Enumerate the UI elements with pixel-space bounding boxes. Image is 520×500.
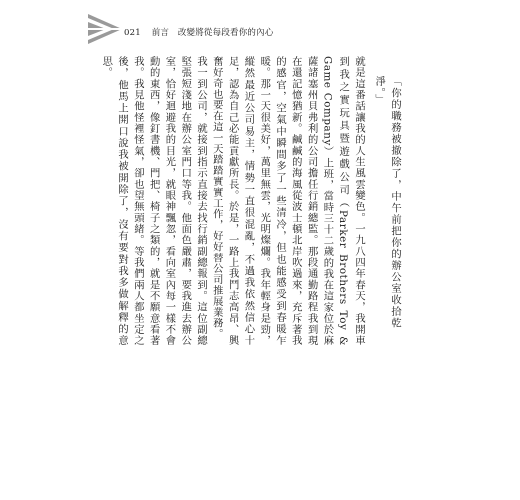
- chapter-logo-icon: [88, 12, 122, 46]
- quote-line: 「你的職務被撤除了，中午前把你的辦公室收拾乾淨。」: [373, 76, 401, 329]
- page-number: 021: [124, 28, 141, 38]
- body-text: [97, 56, 366, 346]
- paragraph: 我一到公司，就接到指示直接去找行銷副總報到。這位副總堅張短淺地在辦公室門口等我。他面色嚴肅，要我進去辦公室，恰好迴避我的目光，就眼神飄忽，看向室內每一樣不會動的東西，像釘書機、門把、椅子之類的，就是不願意看著我。我見他怪裡怪氣，卻也望無頭緒。等我們兩人都坐定之後，他馬上開口說我被開除了，沒有要對我多做解釋的意思。: [100, 56, 208, 346]
- chapter-title: 前言 改變將從每段看你的內心: [151, 28, 274, 38]
- running-header: [124, 26, 274, 38]
- opening-quote: [370, 76, 402, 336]
- paragraph: 就是這番話讓我的人生風雲變色。一九八四年春天，我開車到我之實玩具暨遊戲公司（Parker Brothers Toy & Game Company）上班，當時三十二歲的我在這家位於麻薩諸塞州貝弗利的公司擔任行銷總監。那段通勤路程我到現在還記憶猶新。鹹鹹的海風從波士頓北岸吹過來，充斥著我的感官，空氣中瞬間多了一些清冷，但也能感受到春暖乍暖。那一天很美好，萬里無雲，光明燦爛。我年輕身是勁，縱然最近公司易主，情勢一直很混亂，不過我依然信心十足，認為自己必能貢獻所長。於是，一路上我鬥志高昂、興奮好奇也要在這一天踏踏實實工作，好好替公司推展業務。: [210, 56, 365, 346]
